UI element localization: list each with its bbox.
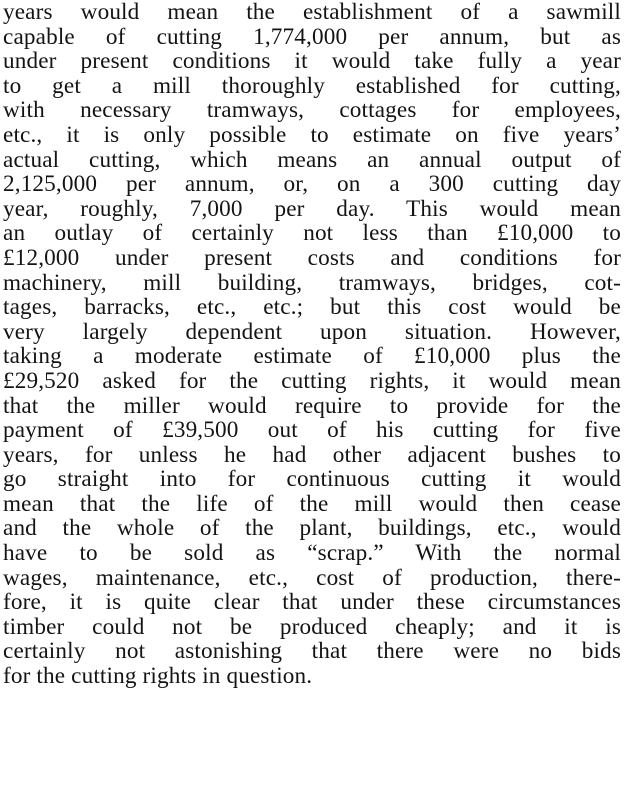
text-line: fore, it is quite clear that under these circumstances xyxy=(3,590,621,615)
text-line: tages, barracks, etc., etc.; but this cost would be xyxy=(3,295,621,320)
text-line: very largely dependent upon situation. However, xyxy=(3,319,621,345)
text-line: timber could not be produced cheaply; and it is xyxy=(3,614,621,640)
text-line: under present conditions it would take fully a year xyxy=(3,49,621,74)
text-line: to get a mill thoroughly established for cutting, xyxy=(3,73,621,99)
text-line: taking a moderate estimate of £10,000 plus the xyxy=(3,344,621,369)
text-line: actual cutting, which means an annual output of xyxy=(3,147,621,173)
text-line: have to be sold as “scrap.” With the normal xyxy=(3,541,621,566)
text-line: certainly not astonishing that there were no bids xyxy=(3,639,621,665)
text-line: and the whole of the plant, buildings, etc., would xyxy=(3,516,621,542)
text-line: machinery, mill building, tramways, bridges, cot- xyxy=(3,270,621,296)
text-line-last: for the cutting rights in question. xyxy=(3,664,313,689)
text-line: years would mean the establishment of a sawmill xyxy=(3,0,621,25)
text-line: wages, maintenance, etc., cost of production, there- xyxy=(3,565,621,591)
text-line: year, roughly, 7,000 per day. This would mean xyxy=(3,196,621,222)
text-line: go straight into for continuous cutting it would xyxy=(3,467,621,492)
text-line: 2,125,000 per annum, or, on a 300 cutting day xyxy=(3,172,621,197)
text-line: an outlay of certainly not less than £10,000 to xyxy=(3,221,621,246)
text-line: payment of £39,500 out of his cutting for five xyxy=(3,418,621,443)
text-line: £12,000 under present costs and conditions for xyxy=(3,245,621,271)
text-line: etc., it is only possible to estimate on five years’ xyxy=(3,122,621,148)
text-line: mean that the life of the mill would then cease xyxy=(3,491,621,517)
text-line: £29,520 asked for the cutting rights, it would mean xyxy=(3,368,621,394)
text-line: that the miller would require to provide for the xyxy=(3,393,621,419)
text-line: with necessary tramways, cottages for employees, xyxy=(3,98,621,123)
text-line: years, for unless he had other adjacent bushes to xyxy=(3,442,621,468)
text-line: capable of cutting 1,774,000 per annum, but as xyxy=(3,24,621,50)
body-paragraph xyxy=(3,0,621,689)
